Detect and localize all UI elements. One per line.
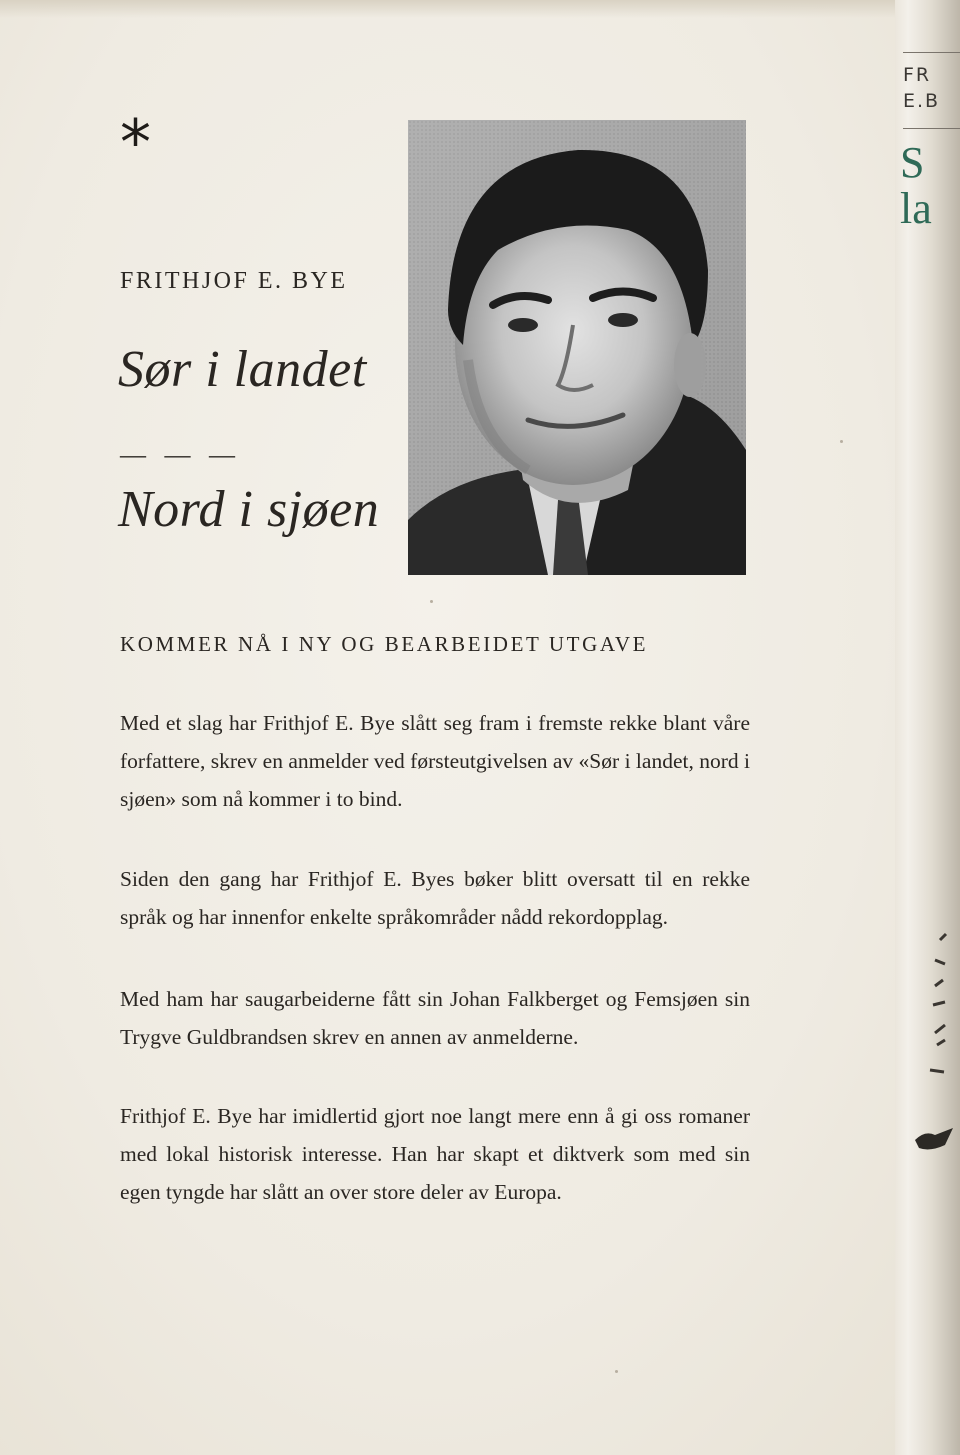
blurb-paragraph-4: Frithjof E. Bye har imidlertid gjort noe langt mere enn å gi oss romaner med lokal historisk interesse. Han har skapt et diktverk som med sin egen tyngde har slått an over store deler av Europa. [120, 1104, 750, 1204]
edition-subheading: KOMMER NÅ I NY OG BEARBEIDET UTGAVE [120, 632, 649, 656]
blurb-paragraph-1: Med et slag har Frithjof E. Bye slått seg fram i fremste rekke blant våre forfattere, skrev en anmelder ved førsteutgivelsen av «Sør i landet, nord i sjøen» som nå kommer i to bind. [120, 711, 750, 811]
spine-title-line-1: S [900, 140, 925, 187]
author-portrait-photo [408, 120, 746, 575]
spine-rule-top [903, 52, 960, 53]
spine-author-line-1: FR [903, 64, 932, 86]
spine-illustration-marks [915, 930, 955, 1170]
blurb-paragraph-2: Siden den gang har Frithjof E. Byes bøker blitt oversatt til en rekke språk og har innenfor enkelte språkområder nådd rekordopplag. [120, 867, 750, 929]
paper-speck [615, 1370, 618, 1373]
spine-rule-mid [903, 128, 960, 129]
paper-speck [840, 440, 843, 443]
worn-top-edge [0, 0, 960, 18]
title-separator: — — — [120, 440, 241, 469]
title-part-2: Nord i sjøen [118, 481, 380, 538]
asterisk-ornament: * [120, 106, 151, 179]
blurb-paragraph-3: Med ham har saugarbeiderne fått sin Johan Falkberget og Femsjøen sin Trygve Guldbrandsen skrev en annen av anmelderne. [120, 987, 750, 1049]
spine-author-line-2: E.B [903, 90, 941, 112]
author-name: FRITHJOF E. BYE [120, 268, 348, 294]
spine-author [903, 62, 960, 114]
portrait-icon [408, 120, 746, 575]
spine-title-line-2: la [900, 184, 932, 232]
spine-title [900, 140, 960, 232]
paper-speck [430, 600, 433, 603]
title-part-1: Sør i landet [118, 341, 367, 398]
